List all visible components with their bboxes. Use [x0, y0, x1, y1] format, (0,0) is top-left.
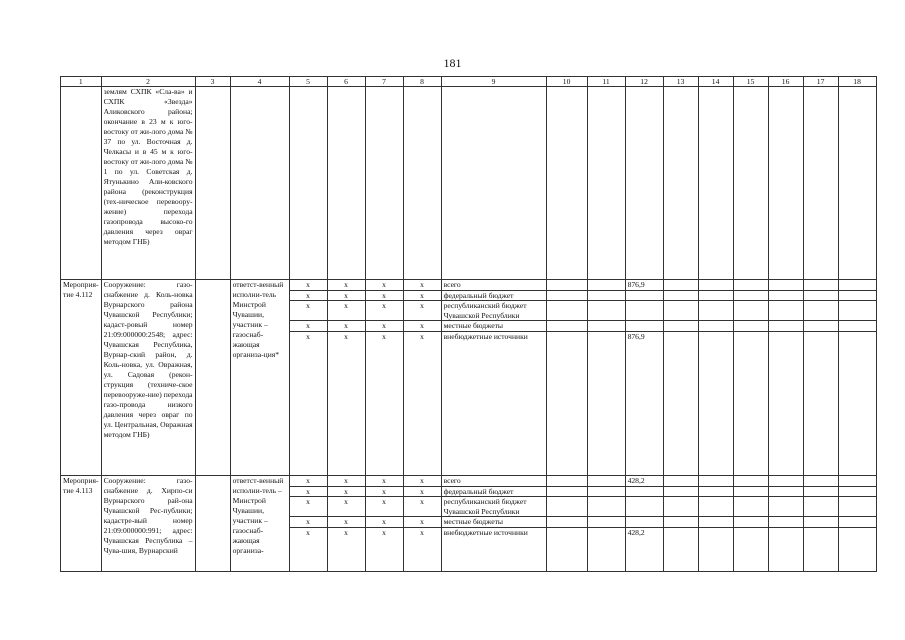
object-description: Сооружение: газо-снабжение д. Коль-новка Вурнарского района Чувашской Республики; кадаст-ровый номер 21:09:000000:2548; адрес: Чувашская Республика, Вурнар-ский район, д. Коль-новка, ул. Овражная, ул. Садовая (рекон-струкция (техниче-ское перевооруже-ние) перехода газо-провода низкого давления через овраг по ул. Центральная, Овражная методом ГНБ) — [101, 280, 195, 476]
funding-source-label: внебюджетные источники — [443, 331, 528, 341]
table-row — [61, 476, 877, 572]
header-cell: 3 — [195, 77, 230, 87]
x-mark: x — [290, 517, 327, 528]
x-mark: x — [328, 487, 365, 498]
x-mark: x — [404, 517, 441, 528]
x-mark: x — [366, 321, 403, 332]
header-cell: 5 — [289, 77, 327, 87]
header-cell: 14 — [698, 77, 733, 87]
responsible-cell: ответст-венный исполни-тель Минстрой Чувашии, участник – газоснаб-жающая организа-ция* — [230, 280, 289, 476]
amount-value: 876,9 — [627, 331, 645, 341]
x-mark: x — [366, 497, 403, 517]
header-cell: 15 — [733, 77, 768, 87]
header-cell: 2 — [101, 77, 195, 87]
header-row — [61, 77, 877, 87]
object-description: землям СХПК «Сла-ва» и СХПК «Звезда» Аликовского района; окончание в 23 м к юго-востоку от жи-лого дома № 37 по ул. Восточная д. Челкасы и в 45 м к юго-востоку от жи-лого дома № 1 по ул. Советская д. Ятунькино Али-ковского района (реконструкция (тех-ническое перевоору-жение) перехода газопровода высоко-го давления через овраг методом ГНБ) — [101, 87, 195, 280]
funding-source-label: федеральный бюджет — [442, 487, 546, 498]
header-cell: 11 — [587, 77, 625, 87]
measure-cell: Мероприя-тие 4.113 — [61, 476, 102, 572]
funding-source-label: республиканский бюджет Чувашской Республики — [442, 497, 546, 517]
page-number: 181 — [443, 56, 462, 70]
funding-source-label: местные бюджеты — [442, 517, 546, 528]
header-cell: 9 — [441, 77, 546, 87]
x-mark: x — [404, 301, 441, 321]
amount-value — [626, 487, 663, 498]
funding-source-label: федеральный бюджет — [442, 291, 546, 302]
x-mark: x — [328, 280, 365, 291]
funding-source-label: местные бюджеты — [442, 321, 546, 332]
amount-value — [626, 497, 663, 517]
x-mark: x — [404, 497, 441, 517]
x-mark: x — [290, 487, 327, 498]
header-cell: 10 — [546, 77, 587, 87]
header-cell: 17 — [803, 77, 838, 87]
x-mark: x — [328, 497, 365, 517]
x-mark: x — [328, 321, 365, 332]
amount-value — [626, 517, 663, 528]
header-cell: 16 — [768, 77, 803, 87]
x-mark: x — [404, 487, 441, 498]
x-mark: x — [404, 321, 441, 332]
measure-cell: Мероприя-тие 4.112 — [61, 280, 102, 476]
header-cell: 4 — [230, 77, 289, 87]
header-cell: 12 — [625, 77, 663, 87]
amount-value — [626, 321, 663, 332]
x-mark: x — [404, 476, 441, 487]
header-cell: 6 — [327, 77, 365, 87]
x-mark: x — [290, 291, 327, 302]
x-mark: x — [344, 331, 348, 341]
x-mark: x — [306, 331, 310, 341]
x-mark: x — [328, 301, 365, 321]
table-row — [61, 280, 877, 476]
x-mark: x — [366, 517, 403, 528]
funding-source-label: внебюджетные источники — [443, 527, 528, 537]
x-mark: x — [420, 527, 424, 537]
x-mark: x — [366, 487, 403, 498]
x-mark: x — [290, 280, 327, 291]
continuation-row — [61, 87, 877, 280]
x-mark: x — [290, 497, 327, 517]
x-mark: x — [382, 331, 386, 341]
x-mark: x — [328, 517, 365, 528]
x-mark: x — [290, 321, 327, 332]
x-mark: x — [344, 527, 348, 537]
x-mark: x — [306, 527, 310, 537]
amount-value: 428,2 — [626, 476, 663, 487]
x-mark: x — [328, 476, 365, 487]
funding-source-label: республиканский бюджет Чувашской Республики — [442, 301, 546, 321]
object-description: Сооружение: газо-снабжение д. Хирпо-си Вурнарского рай-она Чувашской Рес-публики; кадастре-вый номер 21:09:000000:991; адрес: Чувашская Республика – Чува-шия, Вурнарский — [101, 476, 195, 572]
x-mark: x — [328, 291, 365, 302]
funding-source-label: всего — [442, 280, 546, 291]
x-mark: x — [382, 527, 386, 537]
responsible-cell: ответст-венный исполни-тель – Минстрой Чувашии, участник – газоснаб-жающая организа- — [230, 476, 289, 572]
amount-value — [626, 291, 663, 302]
x-mark: x — [404, 291, 441, 302]
header-cell: 18 — [838, 77, 876, 87]
amount-value: 428,2 — [627, 527, 645, 537]
x-mark: x — [366, 280, 403, 291]
x-mark: x — [366, 301, 403, 321]
program-table — [60, 76, 877, 572]
x-mark: x — [290, 476, 327, 487]
x-mark: x — [366, 476, 403, 487]
header-cell: 8 — [403, 77, 441, 87]
x-mark: x — [290, 301, 327, 321]
x-mark: x — [420, 331, 424, 341]
x-mark: x — [404, 280, 441, 291]
amount-value — [626, 301, 663, 321]
header-cell: 7 — [365, 77, 403, 87]
header-cell: 13 — [663, 77, 698, 87]
x-mark: x — [366, 291, 403, 302]
funding-source-label: всего — [442, 476, 546, 487]
amount-value: 876,9 — [626, 280, 663, 291]
header-cell: 1 — [61, 77, 102, 87]
